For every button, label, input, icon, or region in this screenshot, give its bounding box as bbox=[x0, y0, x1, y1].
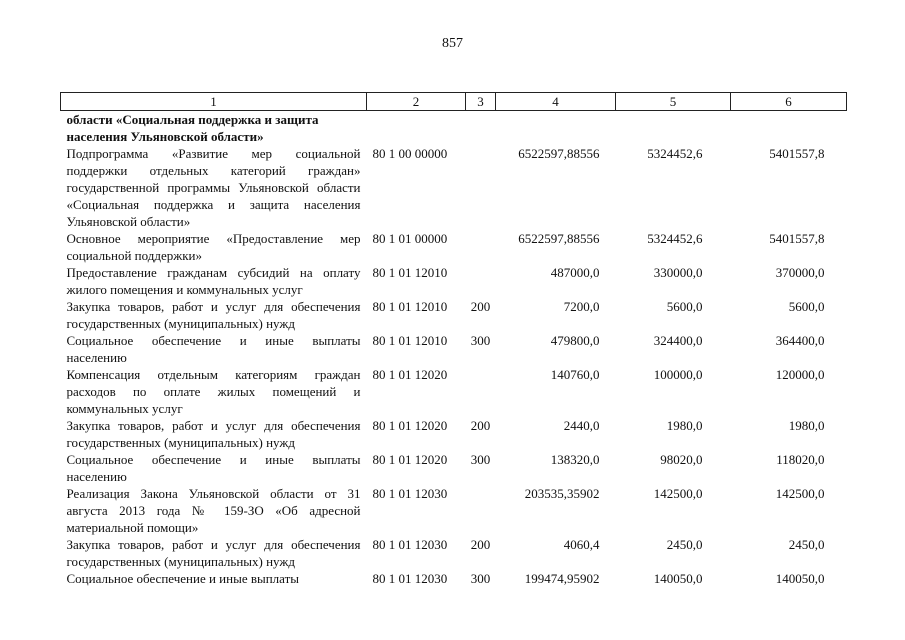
table-row bbox=[61, 485, 847, 536]
row-name: Подпрограмма «Развитие мер социальной поддержки отдельных категорий граждан» государственной программы Ульяновской области «Социальная поддержка и защита населения Ульяновской области» bbox=[66, 146, 361, 229]
row-value-col6: 142500,0 bbox=[775, 486, 825, 501]
column-header-1: 1 bbox=[61, 93, 367, 111]
row-value-col6: 5401557,8 bbox=[769, 146, 825, 161]
page-number: 857 bbox=[442, 36, 463, 51]
row-value-col5: 5324452,6 bbox=[647, 146, 703, 161]
row-value-col4: 2440,0 bbox=[563, 418, 600, 433]
table-row bbox=[61, 298, 847, 332]
row-value-col5 bbox=[616, 111, 731, 146]
table-row bbox=[61, 366, 847, 417]
row-name: Закупка товаров, работ и услуг для обеспечения государственных (муниципальных) нужд bbox=[66, 299, 361, 331]
row-name: Реализация Закона Ульяновской области от 31 августа 2013 года № 159-ЗО «Об адресной материальной помощи» bbox=[66, 486, 361, 535]
row-target-code bbox=[367, 111, 466, 146]
table-row bbox=[61, 417, 847, 451]
row-target-code: 80 1 01 12010 bbox=[372, 333, 448, 348]
row-value-col4: 479800,0 bbox=[550, 333, 600, 348]
table-row bbox=[61, 264, 847, 298]
row-value-col5: 5324452,6 bbox=[647, 231, 703, 246]
row-expense-type: 200 bbox=[470, 537, 491, 552]
row-name: Предоставление гражданам субсидий на оплату жилого помещения и коммунальных услуг bbox=[66, 265, 361, 297]
row-target-code: 80 1 01 00000 bbox=[372, 231, 448, 246]
budget-table bbox=[60, 92, 847, 587]
row-name: Социальное обеспечение и иные выплаты bbox=[66, 571, 300, 586]
row-value-col4: 6522597,88556 bbox=[518, 231, 600, 246]
row-expense-type: 300 bbox=[470, 333, 491, 348]
table-row bbox=[61, 570, 847, 587]
row-expense-type bbox=[466, 230, 496, 264]
row-value-col6: 120000,0 bbox=[775, 367, 825, 382]
table-row bbox=[61, 230, 847, 264]
row-value-col5: 1980,0 bbox=[666, 418, 703, 433]
row-value-col5: 142500,0 bbox=[653, 486, 703, 501]
row-value-col6: 364400,0 bbox=[775, 333, 825, 348]
row-target-code: 80 1 01 12030 bbox=[372, 486, 448, 501]
row-value-col6: 370000,0 bbox=[775, 265, 825, 280]
row-value-col6: 140050,0 bbox=[775, 571, 825, 586]
column-header-3: 3 bbox=[466, 93, 496, 111]
column-header-2: 2 bbox=[367, 93, 466, 111]
row-value-col6: 1980,0 bbox=[788, 418, 825, 433]
row-value-col5: 2450,0 bbox=[666, 537, 703, 552]
row-expense-type bbox=[466, 485, 496, 536]
row-target-code: 80 1 01 12010 bbox=[372, 299, 448, 314]
row-value-col4: 199474,95902 bbox=[524, 571, 600, 586]
table-row bbox=[61, 145, 847, 230]
row-value-col5: 330000,0 bbox=[653, 265, 703, 280]
row-value-col5: 324400,0 bbox=[653, 333, 703, 348]
row-expense-type bbox=[466, 264, 496, 298]
row-name: Закупка товаров, работ и услуг для обеспечения государственных (муниципальных) нужд bbox=[66, 418, 361, 450]
row-value-col4: 6522597,88556 bbox=[518, 146, 600, 161]
table-row bbox=[61, 536, 847, 570]
row-value-col4: 7200,0 bbox=[563, 299, 600, 314]
row-value-col6 bbox=[731, 111, 847, 146]
row-value-col4: 203535,35902 bbox=[524, 486, 600, 501]
column-header-5: 5 bbox=[616, 93, 731, 111]
row-value-col6: 2450,0 bbox=[788, 537, 825, 552]
row-value-col6: 118020,0 bbox=[776, 452, 825, 467]
table-row bbox=[61, 451, 847, 485]
row-expense-type bbox=[466, 366, 496, 417]
row-value-col6: 5401557,8 bbox=[769, 231, 825, 246]
row-name: области «Социальная поддержка и защита населения Ульяновской области» bbox=[66, 112, 319, 144]
row-expense-type: 200 bbox=[470, 299, 491, 314]
row-value-col5: 100000,0 bbox=[653, 367, 703, 382]
row-expense-type bbox=[466, 111, 496, 146]
row-name: Социальное обеспечение и иные выплаты населению bbox=[66, 452, 361, 484]
column-header-6: 6 bbox=[731, 93, 847, 111]
row-name: Закупка товаров, работ и услуг для обеспечения государственных (муниципальных) нужд bbox=[66, 537, 361, 569]
row-value-col4: 487000,0 bbox=[550, 265, 600, 280]
row-value-col5: 98020,0 bbox=[660, 452, 703, 467]
row-target-code: 80 1 01 12020 bbox=[372, 367, 448, 382]
row-expense-type: 200 bbox=[470, 418, 491, 433]
column-header-4: 4 bbox=[496, 93, 616, 111]
row-name: Основное мероприятие «Предоставление мер социальной поддержки» bbox=[66, 231, 361, 263]
table-row bbox=[61, 111, 847, 146]
row-target-code: 80 1 01 12020 bbox=[372, 452, 448, 467]
row-target-code: 80 1 00 00000 bbox=[372, 146, 448, 161]
row-value-col4: 140760,0 bbox=[550, 367, 600, 382]
row-value-col5: 140050,0 bbox=[653, 571, 703, 586]
row-expense-type: 300 bbox=[470, 571, 491, 586]
row-target-code: 80 1 01 12020 bbox=[372, 418, 448, 433]
row-target-code: 80 1 01 12010 bbox=[372, 265, 448, 280]
table-header-row bbox=[61, 93, 847, 111]
row-value-col4: 138320,0 bbox=[550, 452, 600, 467]
row-value-col4: 4060,4 bbox=[563, 537, 600, 552]
row-target-code: 80 1 01 12030 bbox=[372, 537, 448, 552]
row-target-code: 80 1 01 12030 bbox=[372, 571, 448, 586]
row-expense-type bbox=[466, 145, 496, 230]
row-value-col4 bbox=[496, 111, 616, 146]
row-name: Компенсация отдельным категориям граждан расходов по оплате жилых помещений и коммунальных услуг bbox=[66, 367, 361, 416]
row-value-col5: 5600,0 bbox=[666, 299, 703, 314]
row-value-col6: 5600,0 bbox=[788, 299, 825, 314]
row-expense-type: 300 bbox=[470, 452, 491, 467]
table-row bbox=[61, 332, 847, 366]
row-name: Социальное обеспечение и иные выплаты населению bbox=[66, 333, 361, 365]
